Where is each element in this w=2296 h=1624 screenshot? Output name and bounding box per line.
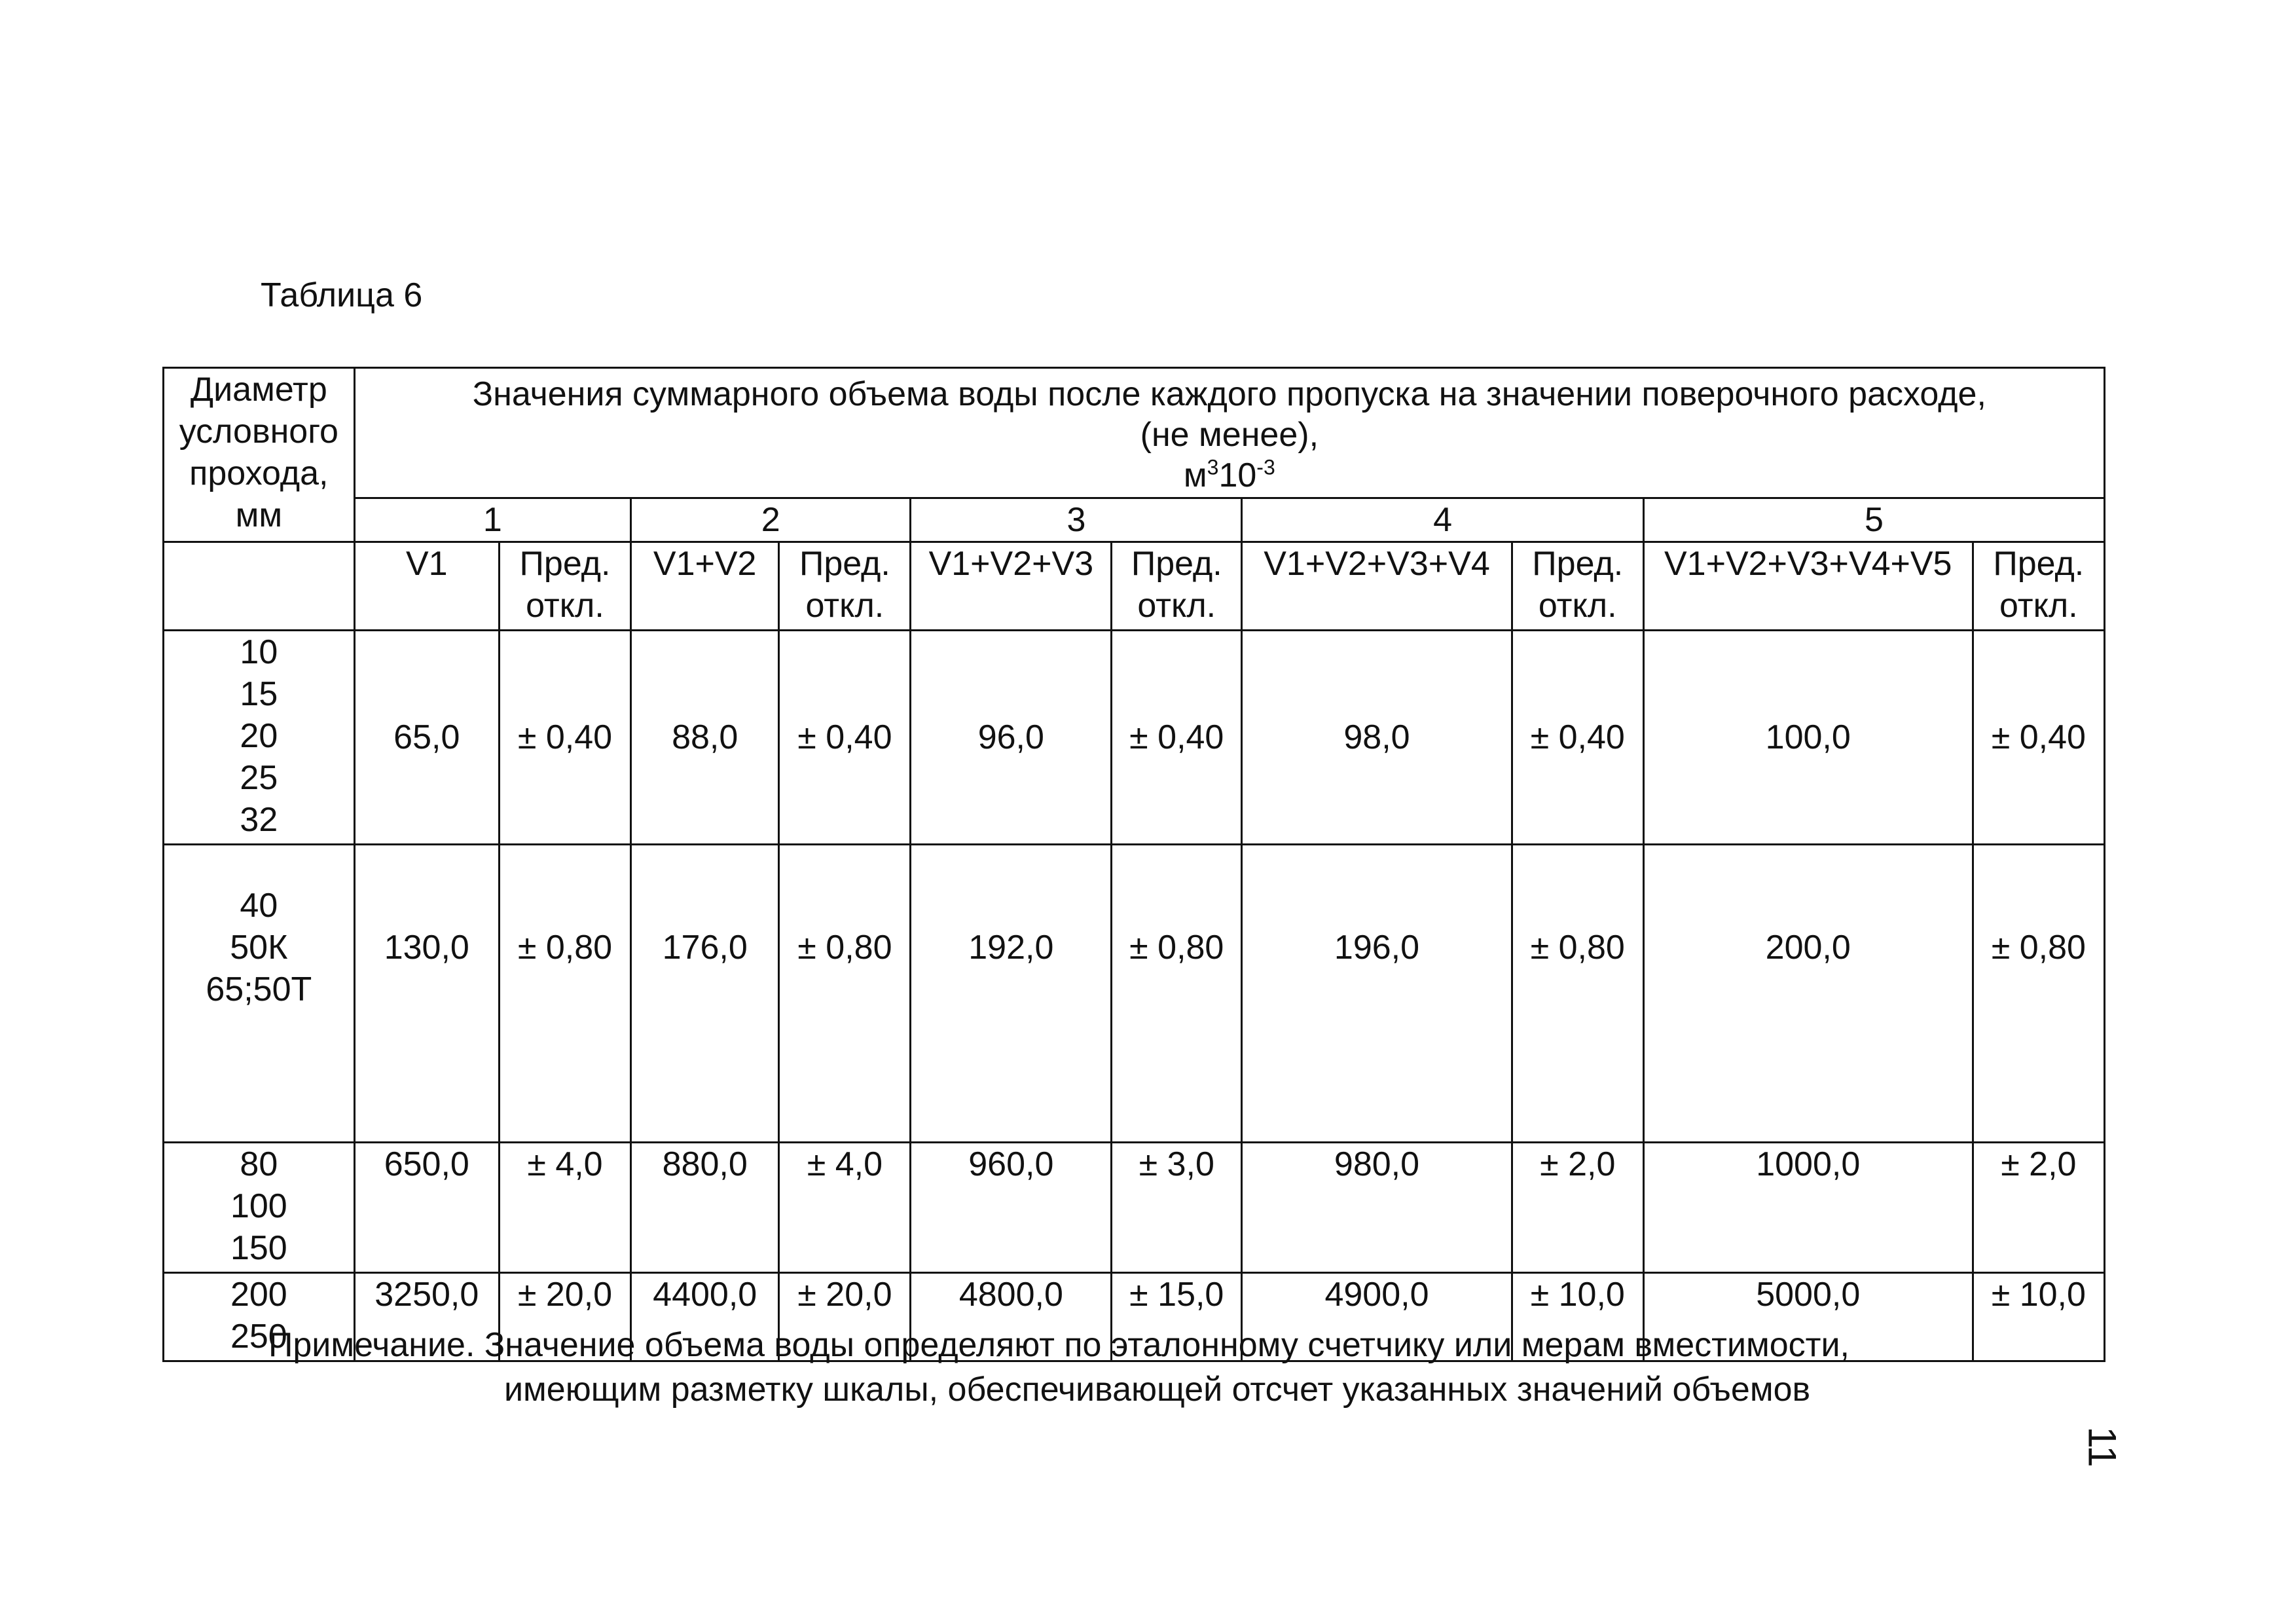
volume-value: 1000,0 [1643, 1143, 1973, 1273]
header-row-pass-numbers [164, 498, 2105, 542]
deviation-value: ± 0,40 [1512, 631, 1643, 845]
diameter-header-line: мм [235, 496, 283, 534]
diameter-header-line: условного [179, 413, 338, 451]
diameter-value: 250 [230, 1318, 287, 1356]
deviation-value: ± 0,40 [1112, 631, 1242, 845]
header-row-columns [164, 542, 2105, 631]
volume-value: 4900,0 [1242, 1273, 1512, 1361]
diameter-value: 50К [230, 929, 288, 967]
deviation-value: ± 10,0 [1512, 1273, 1643, 1361]
volume-value: 960,0 [911, 1143, 1112, 1273]
volume-label-cell: V1+V2 [631, 542, 779, 631]
diameter-header-cell [164, 368, 355, 542]
volume-label-cell: V1+V2+V3+V4+V5 [1643, 542, 1973, 631]
volume-value: 130,0 [354, 845, 499, 1143]
deviation-value: ± 0,80 [1512, 845, 1643, 1143]
diameter-header-line: Диаметр [190, 371, 327, 409]
diameter-value: 15 [240, 675, 278, 713]
table-row [164, 1143, 2105, 1273]
deviation-value: ± 0,80 [499, 845, 630, 1143]
deviation-value: ± 0,40 [779, 631, 911, 845]
empty-header-cell [164, 542, 355, 631]
volume-value: 3250,0 [354, 1273, 499, 1361]
pass-number-cell: 3 [911, 498, 1242, 542]
diameter-cell [164, 1143, 355, 1273]
deviation-label-cell: Пред. откл. [1512, 542, 1643, 631]
diameter-value: 200 [230, 1276, 287, 1314]
deviation-value: ± 20,0 [499, 1273, 630, 1361]
pass-number-cell: 1 [354, 498, 630, 542]
volume-value: 88,0 [631, 631, 779, 845]
deviation-value: ± 15,0 [1112, 1273, 1242, 1361]
diameter-value: 40 [240, 887, 278, 925]
volume-value: 98,0 [1242, 631, 1512, 845]
volume-value: 5000,0 [1643, 1273, 1973, 1361]
diameter-value: 10 [240, 633, 278, 671]
volume-value: 4400,0 [631, 1273, 779, 1361]
deviation-label-cell: Пред. откл. [1112, 542, 1242, 631]
diameter-value: 20 [240, 717, 278, 755]
deviation-value: ± 2,0 [1973, 1143, 2104, 1273]
volume-value: 65,0 [354, 631, 499, 845]
deviation-value: ± 0,80 [1112, 845, 1242, 1143]
diameter-cell [164, 845, 355, 1143]
diameter-value: 25 [240, 759, 278, 797]
diameter-value: 65;50Т [206, 970, 312, 1008]
note-line-2: имеющим разметку шкалы, обеспечивающей отсчет указанных значений объемов [504, 1371, 1811, 1409]
volume-value: 200,0 [1643, 845, 1973, 1143]
table-note [268, 1323, 1850, 1412]
volume-value: 176,0 [631, 845, 779, 1143]
deviation-value: ± 0,40 [1973, 631, 2104, 845]
volume-table [162, 367, 2105, 1362]
volume-label-cell: V1+V2+V3 [911, 542, 1112, 631]
diameter-value: 80 [240, 1145, 278, 1183]
table-title-cell [354, 368, 2104, 498]
pass-number-cell: 2 [631, 498, 911, 542]
diameter-cell [164, 631, 355, 845]
note-line-1: Примечание. Значение объема воды определяют по эталонному счетчику или мерам вместимости, [268, 1326, 1850, 1364]
volume-value: 4800,0 [911, 1273, 1112, 1361]
deviation-label-cell: Пред. откл. [779, 542, 911, 631]
volume-label-cell: V1+V2+V3+V4 [1242, 542, 1512, 631]
diameter-header-line: прохода, [189, 454, 329, 492]
table-title-line: Значения суммарного объема воды после каждого пропуска на значении поверочного расходе, [472, 375, 1986, 413]
volume-value: 100,0 [1643, 631, 1973, 845]
deviation-value: ± 20,0 [779, 1273, 911, 1361]
deviation-value: ± 10,0 [1973, 1273, 2104, 1361]
deviation-value: ± 3,0 [1112, 1143, 1242, 1273]
volume-value: 880,0 [631, 1143, 779, 1273]
volume-label-cell: V1 [354, 542, 499, 631]
volume-value: 196,0 [1242, 845, 1512, 1143]
table-row [164, 631, 2105, 845]
deviation-label-cell: Пред. откл. [1973, 542, 2104, 631]
deviation-label-cell: Пред. откл. [499, 542, 630, 631]
volume-value: 96,0 [911, 631, 1112, 845]
diameter-value: 100 [230, 1187, 287, 1225]
pass-number-cell: 5 [1643, 498, 2104, 542]
deviation-value: ± 0,80 [779, 845, 911, 1143]
diameter-value: 32 [240, 801, 278, 839]
diameter-value: 150 [230, 1229, 287, 1267]
table-row [164, 845, 2105, 1143]
deviation-value: ± 4,0 [779, 1143, 911, 1273]
pass-number-cell: 4 [1242, 498, 1643, 542]
table-title-unit: $м^310^{-3}$ [1183, 455, 1275, 494]
deviation-value: ± 0,80 [1973, 845, 2104, 1143]
header-row-title [164, 368, 2105, 498]
volume-value: 650,0 [354, 1143, 499, 1273]
deviation-value: ± 0,40 [499, 631, 630, 845]
deviation-value: ± 4,0 [499, 1143, 630, 1273]
table-caption: Таблица 6 [261, 276, 423, 314]
deviation-value: ± 2,0 [1512, 1143, 1643, 1273]
table-title-line: (не менее), [1140, 416, 1319, 454]
volume-value: 980,0 [1242, 1143, 1512, 1273]
volume-value: 192,0 [911, 845, 1112, 1143]
page-number: 11 [2080, 1426, 2124, 1467]
